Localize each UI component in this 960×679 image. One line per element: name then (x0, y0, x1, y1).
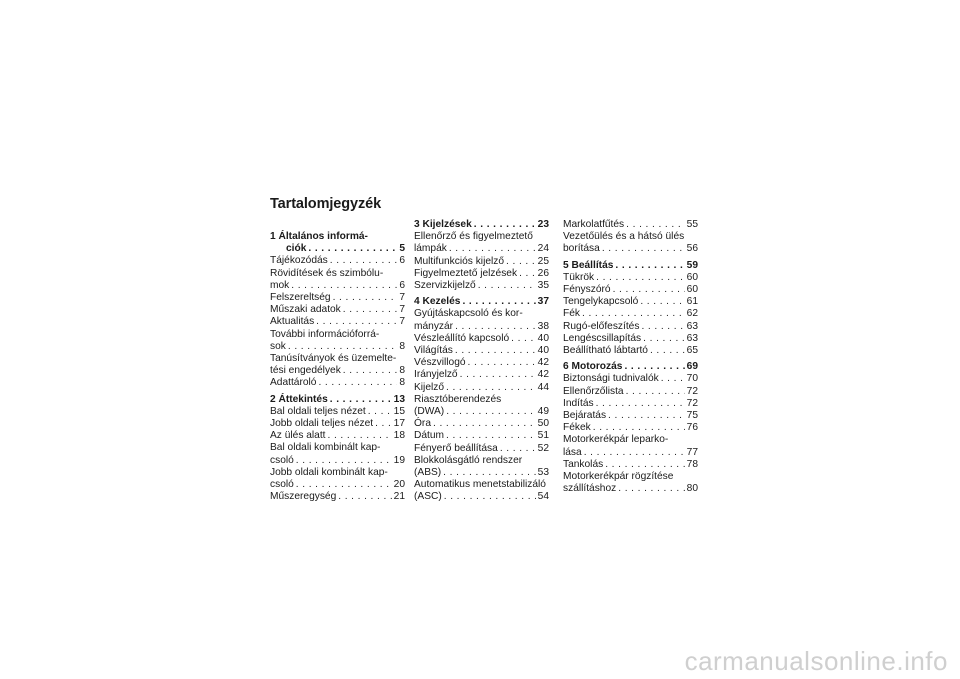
dot-leader (333, 292, 398, 304)
toc-entry-text: Blokkolásgátló rendszer (414, 454, 523, 466)
dot-leader (608, 410, 685, 422)
dot-leader (433, 418, 536, 430)
dot-leader (584, 447, 685, 459)
dot-leader (613, 284, 685, 296)
toc-entry-text: Riasztóberendezés (414, 393, 502, 405)
toc-entry[interactable] (414, 430, 549, 442)
toc-page-number: 72 (686, 385, 698, 397)
toc-page-number: 44 (537, 381, 549, 393)
toc-entry-label: csoló (270, 454, 294, 466)
dot-leader (443, 467, 535, 479)
toc-page-number: 72 (686, 397, 698, 409)
dot-leader (318, 377, 397, 389)
dot-leader (446, 430, 536, 442)
toc-entry-label: Az ülés alatt (270, 430, 326, 442)
dot-leader (328, 430, 392, 442)
toc-entry-text: Motorkerékpár leparko- (563, 434, 669, 446)
toc-page-number: 59 (686, 259, 698, 271)
dot-leader (296, 455, 392, 467)
toc-entry[interactable] (270, 292, 405, 304)
toc-entry-label: Indítás (563, 397, 594, 409)
toc-page-number: 24 (537, 243, 549, 255)
toc-entry[interactable] (563, 272, 698, 284)
toc-entry-label: (ABS) (414, 467, 442, 479)
toc-page-number: 49 (537, 406, 549, 418)
toc-entry-label: Aktualitás (270, 316, 315, 328)
toc-page-number: 6 (399, 279, 405, 291)
dot-leader (316, 316, 397, 328)
toc-entry[interactable] (414, 418, 549, 430)
toc-entry-label: lámpák (414, 243, 447, 255)
toc-entry[interactable] (563, 471, 698, 495)
toc-entry-label: Óra (414, 418, 431, 430)
toc-page-number: 77 (686, 446, 698, 458)
toc-entry[interactable] (563, 373, 698, 385)
toc-entry-label: Irányjelző (414, 369, 458, 381)
toc-entry[interactable] (270, 377, 405, 389)
toc-page-number: 62 (686, 308, 698, 320)
dot-leader (308, 243, 397, 255)
dot-leader (291, 280, 397, 292)
toc-entry-label: Tükrök (563, 271, 595, 283)
toc-entry-label: Fényszóró (563, 284, 611, 296)
toc-entry-label: lása (563, 446, 582, 458)
toc-page-number: 75 (686, 410, 698, 422)
toc-entry[interactable] (563, 434, 698, 458)
toc-entry-label: tési engedélyek (270, 365, 341, 377)
toc-page-number: 25 (537, 255, 549, 267)
toc-entry[interactable] (563, 296, 698, 308)
dot-leader (444, 491, 536, 503)
toc-page-number: 53 (537, 467, 549, 479)
toc-column-2 (414, 219, 549, 504)
toc-entry-label: Tengelykapcsoló (563, 296, 639, 308)
toc-entry-label: Dátum (414, 430, 445, 442)
toc-entry[interactable] (414, 357, 549, 369)
toc-page-number: 18 (393, 430, 405, 442)
toc-entry[interactable] (270, 304, 405, 316)
toc-entry[interactable] (270, 491, 405, 503)
dot-leader (446, 382, 536, 394)
toc-entry[interactable] (563, 386, 698, 398)
toc-chapter-heading[interactable] (414, 296, 549, 308)
toc-page-number: 76 (686, 422, 698, 434)
toc-entry-label: Kijelző (414, 381, 445, 393)
toc-entry-label: Adattároló (270, 377, 317, 389)
toc-entry-text: 1 Általános informá- (270, 231, 368, 242)
toc-page-number: 42 (537, 369, 549, 381)
toc-entry[interactable] (563, 333, 698, 345)
toc-entry[interactable] (414, 308, 549, 332)
toc-entry[interactable] (414, 443, 549, 455)
toc-chapter-heading[interactable] (563, 260, 698, 272)
toc-entry-label: Bal oldali teljes nézet (270, 405, 366, 417)
toc-page-number: 54 (537, 491, 549, 503)
toc-chapter-heading[interactable] (563, 361, 698, 373)
toc-entry[interactable] (414, 369, 549, 381)
toc-page-number: 8 (399, 365, 405, 377)
toc-entry[interactable] (414, 231, 549, 255)
toc-page-number: 37 (537, 296, 549, 308)
toc-entry-label: Fényerő beállítása (414, 442, 498, 454)
toc-entry[interactable] (270, 255, 405, 267)
toc-entry-label: Jobb oldali teljes nézet (270, 418, 374, 430)
toc-entry[interactable] (270, 442, 405, 466)
toc-entry-label: 5 Beállítás (563, 259, 614, 271)
toc-page-number: 17 (393, 418, 405, 430)
dot-leader (615, 260, 684, 272)
toc-entry[interactable] (563, 345, 698, 357)
toc-column-1 (270, 231, 405, 503)
toc-entry-text: Motorkerékpár rögzítése (563, 471, 674, 483)
toc-entry-label: mányzár (414, 320, 454, 332)
dot-leader (330, 394, 392, 406)
toc-entry-label: ciók (286, 243, 307, 255)
dot-leader (506, 256, 536, 268)
page-title: Tartalomjegyzék (270, 196, 382, 212)
dot-leader (330, 255, 398, 267)
toc-entry[interactable] (270, 329, 405, 353)
toc-entry[interactable] (563, 284, 698, 296)
toc-entry-label: Lengéscsillapítás (563, 332, 642, 344)
toc-entry-label: (DWA) (414, 406, 445, 418)
toc-page-number: 21 (393, 491, 405, 503)
toc-page-number: 70 (686, 373, 698, 385)
toc-entry[interactable] (414, 455, 549, 479)
toc-page-number: 50 (537, 418, 549, 430)
toc-page-number: 26 (537, 267, 549, 279)
toc-page-number: 7 (399, 316, 405, 328)
toc-entry-label: Markolatfűtés (563, 219, 625, 230)
toc-entry[interactable] (563, 410, 698, 422)
toc-page-number: 51 (537, 430, 549, 442)
toc-page-number: 7 (399, 304, 405, 316)
dot-leader (288, 341, 397, 353)
toc-page-number: 15 (393, 405, 405, 417)
toc-column-3 (563, 219, 698, 495)
toc-entry[interactable] (563, 231, 698, 255)
toc-entry[interactable] (414, 280, 549, 292)
toc-entry-label: Világítás (414, 345, 453, 357)
toc-entry-label: 3 Kijelzések (414, 219, 472, 230)
toc-page-number: 13 (393, 393, 405, 405)
toc-entry-text: Rövidítések és szimbólu- (270, 267, 384, 279)
dot-leader (474, 219, 536, 231)
dot-leader (626, 219, 685, 231)
toc-page-number: 35 (537, 280, 549, 292)
toc-entry[interactable] (563, 459, 698, 471)
dot-leader (582, 308, 685, 320)
toc-entry[interactable] (414, 256, 549, 268)
dot-leader (641, 321, 684, 333)
dot-leader (596, 398, 685, 410)
toc-entry[interactable] (563, 398, 698, 410)
toc-page-number: 55 (686, 219, 698, 230)
toc-page-number: 60 (686, 284, 698, 296)
toc-entry-label: mok (270, 279, 290, 291)
toc-entry-label: Bejáratás (563, 410, 607, 422)
toc-entry[interactable] (414, 268, 549, 280)
dot-leader (602, 243, 685, 255)
dot-leader (455, 321, 536, 333)
toc-page-number: 8 (399, 340, 405, 352)
toc-entry-label: Szervizkijelző (414, 280, 476, 292)
dot-leader (375, 418, 392, 430)
dot-leader (650, 345, 685, 357)
toc-entry[interactable] (563, 321, 698, 333)
dot-leader (519, 268, 536, 280)
dot-leader (661, 373, 685, 385)
dot-leader (605, 459, 684, 471)
toc-entry[interactable] (270, 316, 405, 328)
toc-entry-label: 4 Kezelés (414, 296, 461, 308)
dot-leader (478, 280, 536, 292)
toc-entry[interactable] (270, 430, 405, 442)
dot-leader (338, 491, 391, 503)
toc-entry[interactable] (414, 479, 549, 503)
toc-chapter-heading[interactable] (270, 394, 405, 406)
toc-entry-label: Felszereltség (270, 292, 331, 304)
toc-entry[interactable] (270, 418, 405, 430)
toc-page-number: 78 (686, 458, 698, 470)
toc-entry-text: További információforrá- (270, 328, 380, 340)
toc-page-number: 80 (686, 483, 698, 495)
toc-entry-label: borítása (563, 243, 600, 255)
toc-entry-label: Figyelmeztető jelzések (414, 267, 518, 279)
toc-entry-label: Biztonsági tudnivalók (563, 373, 659, 385)
toc-entry-text: Jobb oldali kombinált kap- (270, 466, 388, 478)
toc-entry[interactable] (270, 353, 405, 377)
dot-leader (343, 365, 398, 377)
toc-entry-label: Vészvillogó (414, 357, 466, 369)
toc-entry-text: Automatikus menetstabilizáló (414, 479, 546, 491)
dot-leader (596, 272, 685, 284)
dot-leader (462, 296, 535, 308)
toc-entry-label: 6 Motorozás (563, 361, 623, 373)
toc-page-number: 40 (537, 332, 549, 344)
toc-entry-label: csoló (270, 479, 294, 491)
dot-leader (626, 386, 685, 398)
dot-leader (343, 304, 398, 316)
toc-entry-label: 2 Áttekintés (270, 393, 328, 405)
toc-entry-label: szállításhoz (563, 483, 617, 495)
toc-page-number: 40 (537, 345, 549, 357)
toc-page-number: 63 (686, 332, 698, 344)
toc-page-number: 8 (399, 377, 405, 389)
toc-page-number: 65 (686, 345, 698, 357)
toc-entry-label: Fék (563, 308, 580, 320)
toc-entry[interactable] (414, 333, 549, 345)
toc-page-number: 38 (537, 320, 549, 332)
dot-leader (368, 406, 392, 418)
toc-page-number: 69 (686, 361, 698, 373)
toc-entry-text: Ellenőrző és figyelmeztető (414, 231, 533, 243)
dot-leader (468, 357, 536, 369)
toc-entry[interactable] (270, 268, 405, 292)
dot-leader (618, 483, 684, 495)
dot-leader (640, 296, 684, 308)
toc-entry[interactable] (414, 394, 549, 418)
toc-page-number: 60 (686, 271, 698, 283)
toc-page-number: 52 (537, 442, 549, 454)
toc-chapter-heading[interactable] (270, 231, 405, 255)
toc-entry-label: Multifunkciós kijelző (414, 255, 505, 267)
dot-leader (460, 369, 536, 381)
toc-entry-label: Tankolás (563, 458, 604, 470)
toc-entry-label: Vészleállító kapcsoló (414, 332, 510, 344)
toc-entry-label: Tájékozódás (270, 255, 328, 267)
dot-leader (511, 333, 536, 345)
toc-entry-label: Rugó-előfeszítés (563, 320, 640, 332)
toc-page-number: 42 (537, 357, 549, 369)
toc-page-number: 56 (686, 243, 698, 255)
toc-entry-label: sok (270, 340, 286, 352)
toc-entry-label: Műszeregység (270, 491, 337, 503)
toc-page-number: 5 (399, 243, 405, 255)
toc-page-number: 61 (686, 296, 698, 308)
toc-entry[interactable] (563, 308, 698, 320)
toc-entry[interactable] (414, 345, 549, 357)
dot-leader (643, 333, 685, 345)
toc-entry[interactable] (414, 382, 549, 394)
toc-page-number: 7 (399, 292, 405, 304)
toc-entry-label: Műszaki adatok (270, 304, 341, 316)
dot-leader (296, 479, 392, 491)
toc-entry-label: (ASC) (414, 491, 442, 503)
toc-page-number: 19 (393, 454, 405, 466)
dot-leader (624, 361, 684, 373)
toc-entry[interactable] (563, 422, 698, 434)
dot-leader (455, 345, 536, 357)
toc-page-number: 23 (537, 219, 549, 230)
dot-leader (593, 422, 685, 434)
toc-entry[interactable] (270, 406, 405, 418)
toc-entry[interactable] (270, 467, 405, 491)
dot-leader (500, 443, 536, 455)
toc-entry-text: Gyújtáskapcsoló és kor- (414, 308, 523, 320)
toc-entry-text: Vezetőülés és a hátsó ülés (563, 231, 685, 243)
toc-page-number: 6 (399, 255, 405, 267)
dot-leader (446, 406, 535, 418)
toc-entry-label: Ellenőrzőlista (563, 385, 624, 397)
toc-entry-text: Bal oldali kombinált kap- (270, 442, 381, 454)
toc-entry-text: Tanúsítványok és üzemelte- (270, 353, 397, 365)
toc-entry-label: Fékek (563, 422, 591, 434)
toc-page-number: 63 (686, 320, 698, 332)
toc-entry-label: Beállítható lábtartó (563, 345, 648, 357)
toc-page-number: 20 (393, 479, 405, 491)
watermark: carmanualsonline.info (684, 646, 948, 676)
dot-leader (449, 243, 536, 255)
toc-chapter-heading[interactable] (414, 219, 549, 231)
toc-entry[interactable] (563, 219, 698, 231)
